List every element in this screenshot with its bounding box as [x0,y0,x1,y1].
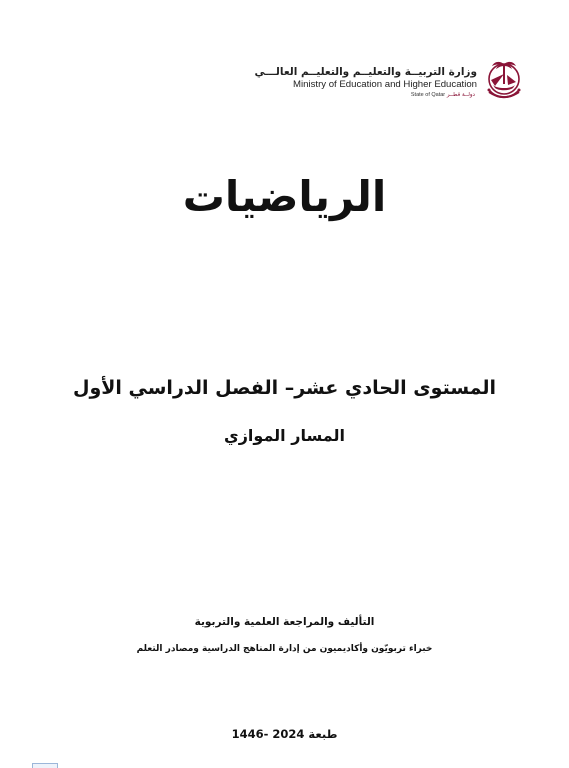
page-corner-marker [32,763,58,768]
experts-credit: خبراء تربويّون وأكاديميون من إدارة المناهج الدراسية ومصادر التعلم [136,644,433,654]
edition-label: طبعة [308,727,338,741]
book-title: الرياضيات [182,172,387,221]
edition-years: 1446- 2024 [231,727,305,741]
edition-line [0,727,569,741]
state-line [255,91,477,100]
qatar-emblem-icon [485,52,523,104]
state-name-arabic: دولــة قطــر [446,92,475,98]
grade-semester-line: المستوى الحادي عشر– الفصل الدراسي الأول [72,377,497,399]
ministry-name-english: Ministry of Education and Higher Education [293,79,477,90]
state-name-english: State of Qatar [410,92,446,98]
ministry-name-block [255,66,477,100]
ministry-header [254,48,523,108]
track-line: المسار الموازي [224,426,345,445]
ministry-name-arabic: وزارة التربيــة والتعليــم والتعليــم العالـــي [254,66,477,78]
authoring-credit: التأليف والمراجعة العلمية والتربوية [194,616,375,628]
